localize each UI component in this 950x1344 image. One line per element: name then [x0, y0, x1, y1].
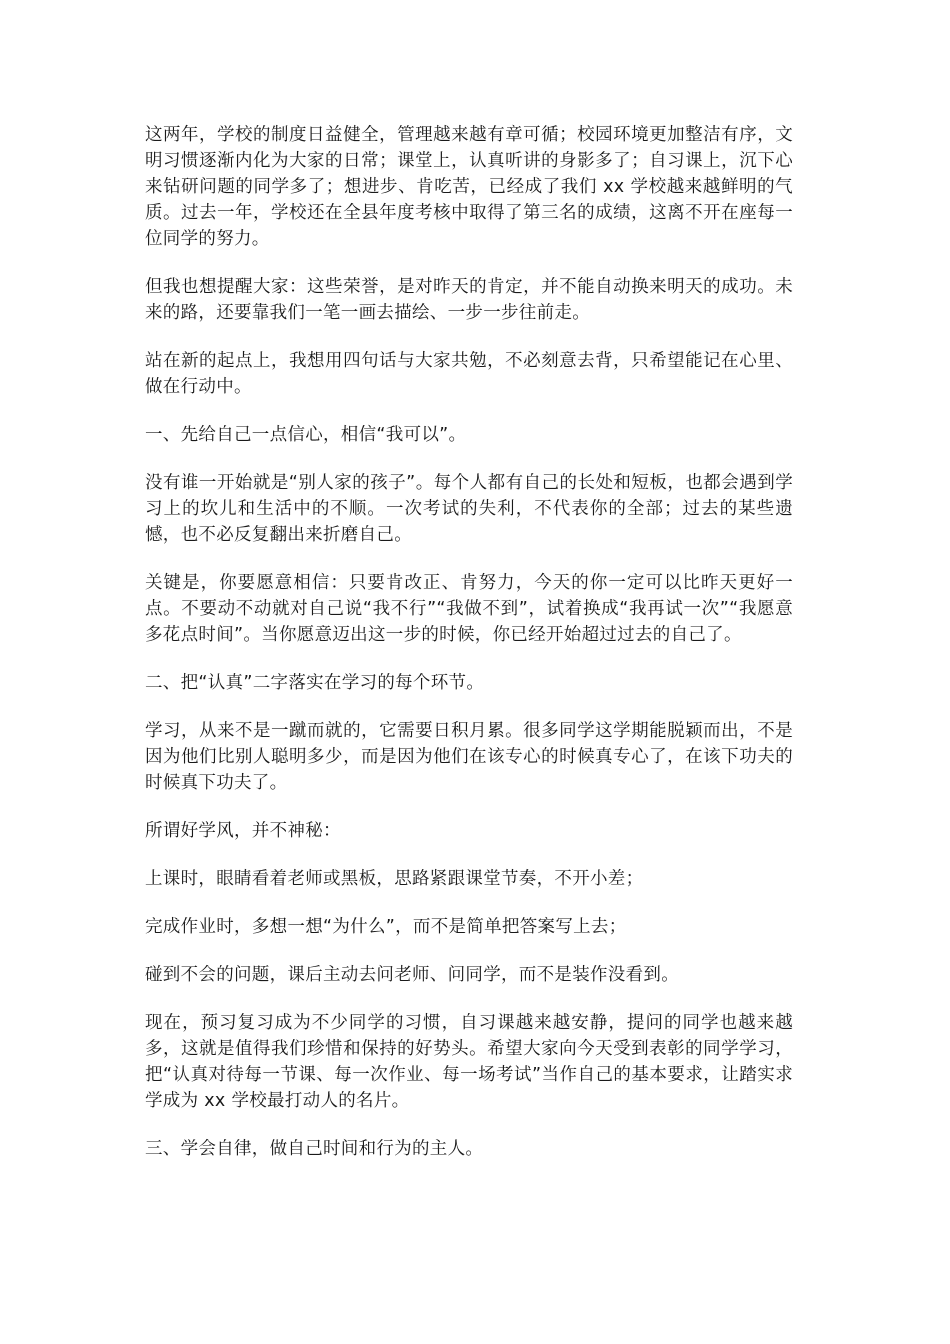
list-item: 碰到不会的问题，课后主动去问老师、问同学，而不是装作没看到。 [145, 965, 679, 985]
list-item: 上课时，眼睛看着老师或黑板，思路紧跟课堂节奏，不开小差； [145, 869, 644, 889]
paragraph: 所谓好学风，并不神秘： [145, 821, 341, 841]
list-item: 完成作业时，多想一想“为什么”，而不是简单把答案写上去； [145, 917, 627, 937]
paragraph: 站在新的起点上，我想用四句话与大家共勉，不必刻意去背，只希望能记在心里、做在行动中。 [145, 351, 793, 397]
section-heading: 一、先给自己一点信心，相信“我可以”。 [145, 425, 467, 445]
section-heading: 二、把“认真”二字落实在学习的每个环节。 [145, 673, 485, 693]
paragraph: 没有谁一开始就是“别人家的孩子”。每个人都有自己的长处和短板，也都会遇到学习上的坎儿和生活中的不顺。一次考试的失利，不代表你的全部；过去的某些遗憾，也不必反复翻出来折磨自己。 [145, 473, 793, 545]
document-body [145, 122, 793, 1184]
paragraph: 现在，预习复习成为不少同学的习惯，自习课越来越安静，提问的同学也越来越多，这就是值得我们珍惜和保持的好势头。希望大家向今天受到表彰的同学学习，把“认真对待每一节课、每一次作业、每一场考试”当作自己的基本要求，让踏实求学成为 xx 学校最打动人的名片。 [145, 1013, 793, 1111]
section-heading: 三、学会自律，做自己时间和行为的主人。 [145, 1139, 484, 1159]
paragraph: 这两年，学校的制度日益健全，管理越来越有章可循；校园环境更加整洁有序，文明习惯逐渐内化为大家的日常；课堂上，认真听讲的身影多了；自习课上，沉下心来钻研问题的同学多了；想进步、肯吃苦，已经成了我们 xx 学校越来越鲜明的气质。过去一年，学校还在全县年度考核中取得了第三名的成绩，这离不开在座每一位同学的努力。 [145, 125, 793, 249]
paragraph: 但我也想提醒大家：这些荣誉，是对昨天的肯定，并不能自动换来明天的成功。未来的路，还要靠我们一笔一画去描绘、一步一步往前走。 [145, 277, 793, 323]
paragraph: 关键是，你要愿意相信：只要肯改正、肯努力，今天的你一定可以比昨天更好一点。不要动不动就对自己说“我不行”“我做不到”，试着换成“我再试一次”“我愿意多花点时间”。当你愿意迈出这一步的时候，你已经开始超过过去的自己了。 [145, 573, 793, 645]
paragraph: 学习，从来不是一蹴而就的，它需要日积月累。很多同学这学期能脱颖而出，不是因为他们比别人聪明多少，而是因为他们在该专心的时候真专心了，在该下功夫的时候真下功夫了。 [145, 721, 793, 793]
